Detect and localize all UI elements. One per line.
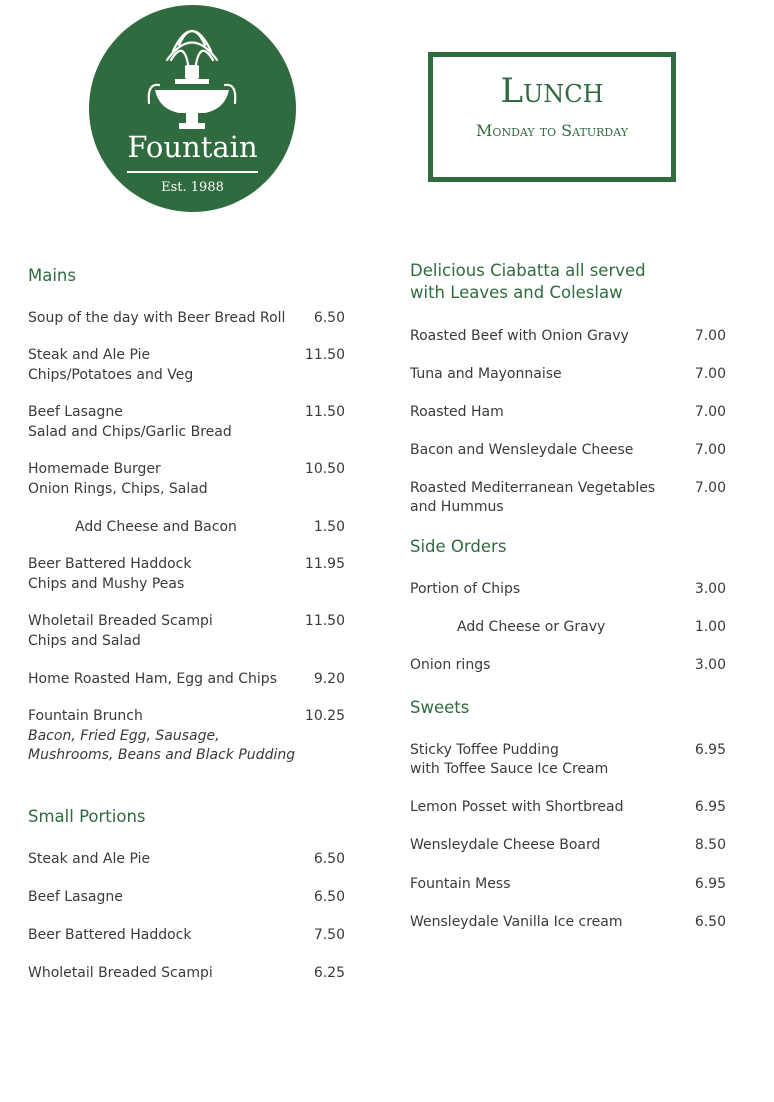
menu-item-name: Roasted Mediterranean Vegetables: [410, 480, 656, 496]
menu-item-name: Steak and Ale Pie: [28, 347, 151, 363]
menu-item-desc: Onion Rings, Chips, Salad: [28, 481, 208, 497]
menu-item-price: 6.50: [694, 914, 726, 930]
menu-item-desc: Bacon, Fried Egg, Sausage,: [28, 728, 220, 744]
menu-item-desc: Mushrooms, Beans and Black Pudding: [28, 747, 296, 763]
menu-item-name: Wholetail Breaded Scampi: [28, 965, 213, 981]
mains-heading: Mains: [28, 266, 76, 285]
menu-item-price: 11.50: [304, 613, 345, 629]
menu-item-price: 6.50: [313, 851, 345, 867]
menu-item-price: 11.50: [304, 404, 345, 420]
menu-item-price: 3.00: [694, 581, 726, 597]
menu-item-name: Beer Battered Haddock: [28, 556, 192, 572]
menu-item-name: Wensleydale Vanilla Ice cream: [410, 914, 623, 930]
menu-item-desc: Salad and Chips/Garlic Bread: [28, 424, 232, 440]
menu-item-name: Wholetail Breaded Scampi: [28, 613, 213, 629]
menu-title-box: [428, 52, 676, 182]
menu-item-price: 7.00: [694, 404, 726, 420]
menu-item-price: 9.20: [313, 671, 345, 687]
menu-item-name: Wensleydale Cheese Board: [410, 837, 601, 853]
menu-subtitle: Monday to Saturday: [476, 121, 628, 140]
menu-item-price: 6.25: [313, 965, 345, 981]
menu-item-price: 10.25: [304, 708, 345, 724]
menu-item-price: 6.95: [694, 799, 726, 815]
logo-name: Fountain: [127, 130, 258, 164]
menu-item-price: 7.00: [694, 366, 726, 382]
menu-item-desc: Chips and Mushy Peas: [28, 576, 185, 592]
menu-item-name: Homemade Burger: [28, 461, 161, 477]
menu-item-price: 7.00: [694, 442, 726, 458]
logo-established: Est. 1988: [161, 180, 224, 195]
menu-item-price: 10.50: [304, 461, 345, 477]
menu-item-price: 7.50: [313, 927, 345, 943]
sweets-heading: Sweets: [410, 698, 470, 717]
ciabatta-heading-line1: Delicious Ciabatta all served: [410, 261, 646, 280]
menu-item-name: Roasted Ham: [410, 404, 504, 420]
menu-item-price: 6.50: [313, 310, 345, 326]
ciabatta-heading-line2: with Leaves and Coleslaw: [410, 283, 623, 302]
menu-item-price: 8.50: [694, 837, 726, 853]
fountain-logo: [89, 5, 296, 212]
menu-addon-name: Add Cheese or Gravy: [457, 619, 606, 635]
menu-item-desc: with Toffee Sauce Ice Cream: [410, 761, 609, 777]
menu-item-name: Soup of the day with Beer Bread Roll: [28, 310, 286, 326]
menu-item-price: 6.95: [694, 876, 726, 892]
menu-item-name: Lemon Posset with Shortbread: [410, 799, 624, 815]
menu-item-name: Fountain Brunch: [28, 708, 143, 724]
menu-item-name: Steak and Ale Pie: [28, 851, 151, 867]
menu-item-name: Bacon and Wensleydale Cheese: [410, 442, 634, 458]
menu-addon-price: 1.50: [313, 519, 345, 535]
side-orders-heading: Side Orders: [410, 537, 507, 556]
menu-item-price: 7.00: [694, 480, 726, 496]
menu-item-name-cont: and Hummus: [410, 499, 504, 515]
logo-divider: [127, 171, 258, 173]
menu-item-desc: Chips and Salad: [28, 633, 141, 649]
small-portions-heading: Small Portions: [28, 807, 146, 826]
menu-item-name: Roasted Beef with Onion Gravy: [410, 328, 629, 344]
menu-item-name: Home Roasted Ham, Egg and Chips: [28, 671, 277, 687]
menu-item-name: Beer Battered Haddock: [28, 927, 192, 943]
menu-item-price: 6.50: [313, 889, 345, 905]
menu-item-name: Fountain Mess: [410, 876, 511, 892]
menu-item-name: Onion rings: [410, 657, 491, 673]
menu-item-name: Sticky Toffee Pudding: [410, 742, 559, 758]
menu-item-name: Beef Lasagne: [28, 889, 123, 905]
menu-item-price: 7.00: [694, 328, 726, 344]
menu-item-name: Portion of Chips: [410, 581, 521, 597]
menu-item-name: Tuna and Mayonnaise: [410, 366, 562, 382]
menu-addon-name: Add Cheese and Bacon: [75, 519, 237, 535]
menu-addon-price: 1.00: [694, 619, 726, 635]
menu-item-price: 11.50: [304, 347, 345, 363]
menu-item-price: 6.95: [694, 742, 726, 758]
menu-item-price: 3.00: [694, 657, 726, 673]
menu-item-desc: Chips/Potatoes and Veg: [28, 367, 194, 383]
menu-title: Lunch: [500, 71, 604, 111]
menu-item-price: 11.95: [304, 556, 345, 572]
menu-item-name: Beef Lasagne: [28, 404, 123, 420]
